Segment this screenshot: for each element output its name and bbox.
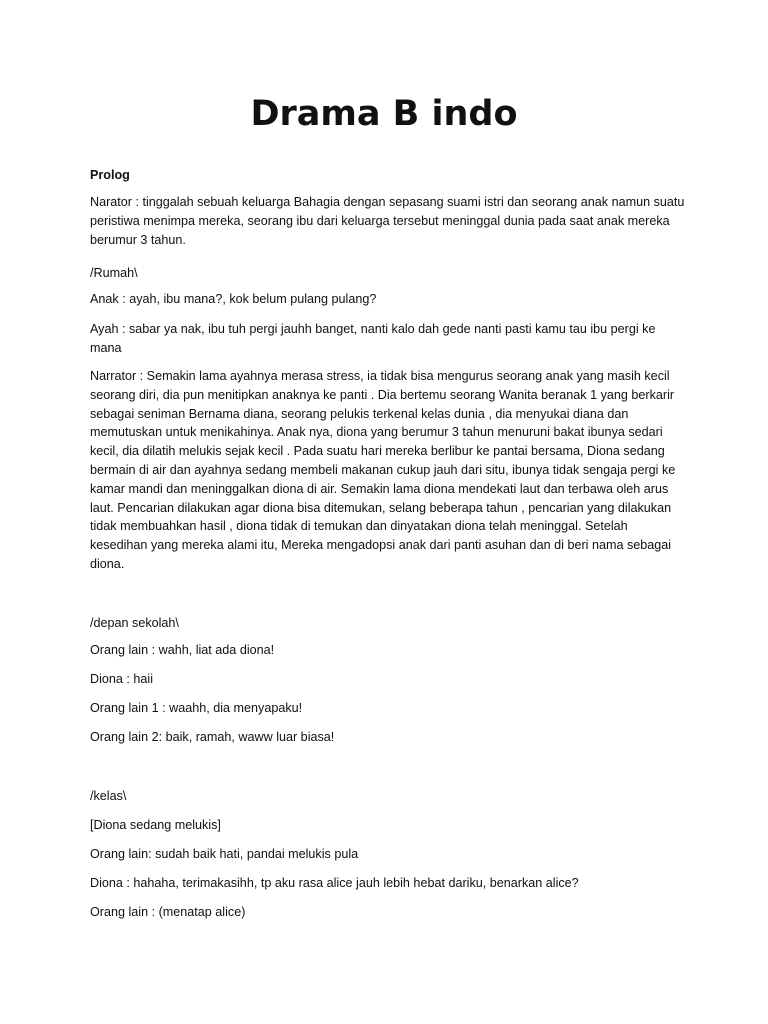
paragraph-scene-kelas bbox=[90, 787, 126, 806]
text-line: seorang diri, dia pun menitipkan anaknya ke panti . Dia bertemu seorang Wanita beranak 1 yang berkarir bbox=[90, 387, 675, 402]
text-line: bermain di air dan ayahnya sedang membeli makanan cukup jauh dari situ, ibunya tidak sengaja pergi ke bbox=[90, 462, 676, 477]
paragraph-stage-direction bbox=[90, 816, 221, 835]
text-line: Prolog bbox=[90, 168, 130, 182]
paragraph-narrator-story bbox=[90, 367, 675, 574]
text-line: sebagai seniman Bernama diana, seorang pelukis terkenal kelas dunia , dia menyukai diana dan bbox=[90, 406, 629, 421]
text-line: Orang lain 1 : waahh, dia menyapaku! bbox=[90, 701, 303, 715]
text-line: tidak membuahkan hasil , diona tidak di temukan dan dinyatakan diona telah meninggal. Setelah bbox=[90, 519, 628, 534]
paragraph-line-orang-lain-menatap bbox=[90, 903, 245, 922]
text-line: mana bbox=[90, 340, 122, 355]
text-line: /kelas\ bbox=[90, 789, 127, 803]
text-line: /Rumah\ bbox=[90, 266, 138, 280]
text-line: Orang lain : (menatap alice) bbox=[90, 905, 246, 919]
text-line: peristiwa menimpa mereka, seorang ibu dari keluarga tersebut meninggal dunia pada saat anak mereka bbox=[90, 213, 670, 228]
paragraph-narrator-intro bbox=[90, 193, 684, 249]
paragraph-line-orang-lain bbox=[90, 641, 274, 660]
paragraph-scene-rumah bbox=[90, 264, 138, 283]
text-line: kecil, dia dilatih melukis sejak kecil . Pada suatu hari mereka berlibur ke pantai bersama, Diona sedang bbox=[90, 444, 665, 459]
text-line: /depan sekolah\ bbox=[90, 616, 179, 630]
paragraph-line-diona-alice bbox=[90, 874, 579, 893]
text-line: Narrator : Semakin lama ayahnya merasa stress, ia tidak bisa mengurus seorang anak yang masih kecil bbox=[90, 369, 670, 383]
text-line: Diona : hahaha, terimakasihh, tp aku rasa alice jauh lebih hebat dariku, benarkan alice? bbox=[90, 876, 579, 890]
text-line: Orang lain : wahh, liat ada diona! bbox=[90, 643, 275, 657]
document-title: Drama B indo bbox=[250, 94, 518, 134]
paragraph-line-diona-haii bbox=[90, 670, 153, 689]
text-line: Orang lain: sudah baik hati, pandai melukis pula bbox=[90, 847, 359, 861]
paragraph-line-orang-lain-2 bbox=[90, 728, 334, 747]
paragraph-line-anak bbox=[90, 290, 376, 309]
text-line: Narator : tinggalah sebuah keluarga Bahagia dengan sepasang suami istri dan seorang anak namun suatu bbox=[90, 195, 685, 209]
paragraph-prolog-heading bbox=[90, 166, 130, 185]
text-line: berumur 3 tahun. bbox=[90, 232, 186, 247]
text-line: memutuskan untuk menikahinya. Anak nya, diona yang berumur 3 tahun menuruni bakat ibunya sedari bbox=[90, 425, 663, 440]
text-line: laut. Pencarian dilakukan agar diona bisa ditemukan, selang beberapa tahun , pencarian yang dilakukan bbox=[90, 500, 672, 515]
paragraph-line-orang-lain-1 bbox=[90, 699, 302, 718]
text-line: Diona : haii bbox=[90, 672, 154, 686]
text-line: Ayah : sabar ya nak, ibu tuh pergi jauhh banget, nanti kalo dah gede nanti pasti kamu tau ibu pergi ke bbox=[90, 322, 656, 336]
text-line: kesedihan yang mereka alami itu, Mereka mengadopsi anak dari panti asuhan dan di beri nama sebagai bbox=[90, 538, 672, 553]
text-line: [Diona sedang melukis] bbox=[90, 818, 221, 832]
paragraph-scene-depan-sekolah bbox=[90, 614, 179, 633]
paragraph-line-ayah bbox=[90, 320, 655, 358]
paragraph-line-orang-lain-melukis bbox=[90, 845, 358, 864]
text-line: diona. bbox=[90, 556, 125, 571]
text-line: kamar mandi dan meninggalkan diona di air. Semakin lama diona mendekati laut dan terbawa oleh arus bbox=[90, 481, 669, 496]
text-line: Anak : ayah, ibu mana?, kok belum pulang pulang? bbox=[90, 292, 377, 306]
text-line: Orang lain 2: baik, ramah, waww luar biasa! bbox=[90, 730, 335, 744]
